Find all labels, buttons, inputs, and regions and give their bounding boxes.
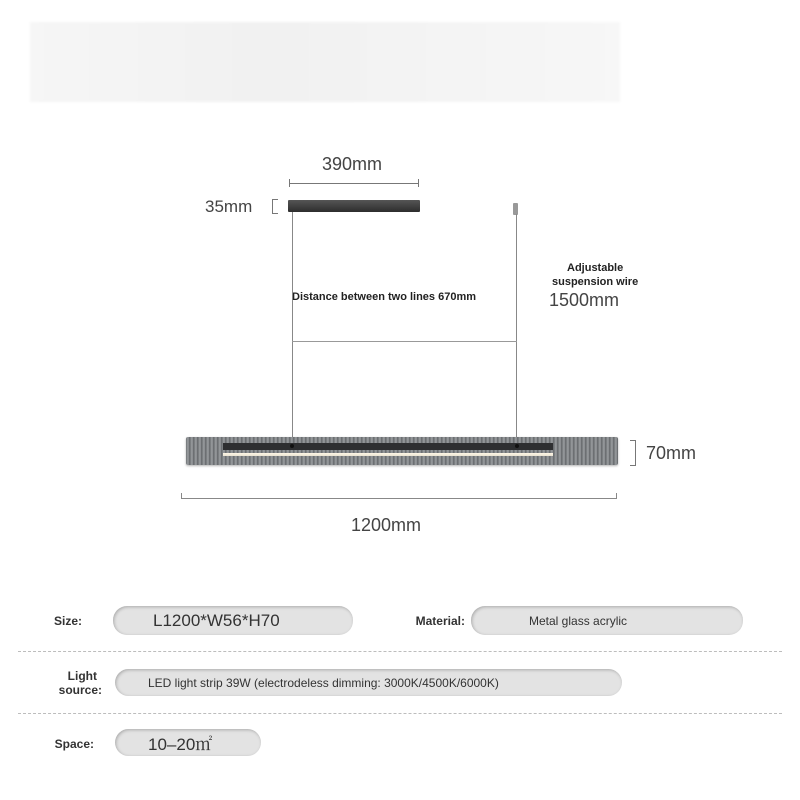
size-value: L1200*W56*H70 bbox=[153, 610, 280, 630]
size-value-pill bbox=[113, 606, 353, 635]
lamp-height-label: 70mm bbox=[646, 443, 697, 463]
space-value-pill bbox=[115, 729, 261, 756]
suspension-wire-left bbox=[292, 212, 293, 440]
top-width-tick-left bbox=[289, 179, 290, 187]
lamp-length-label: 1200mm bbox=[351, 515, 422, 535]
space-value: 10–20㎡ bbox=[148, 735, 213, 754]
material-label: Material: bbox=[415, 614, 465, 628]
wire-note-line1: Adjustable bbox=[567, 262, 624, 274]
lamp-length-line bbox=[181, 498, 617, 499]
lamp-height-bracket bbox=[630, 440, 636, 466]
distance-line bbox=[292, 341, 517, 342]
top-width-line bbox=[289, 183, 419, 184]
divider-2 bbox=[18, 713, 782, 714]
top-width-label: 390mm bbox=[322, 154, 383, 174]
suspension-wire-right bbox=[516, 214, 517, 440]
light-value-pill bbox=[115, 669, 622, 696]
light-label-line1: Light bbox=[67, 669, 97, 683]
light-value: LED light strip 39W (electrodeless dimming: 3000K/4500K/6000K) bbox=[148, 675, 499, 690]
wire-length-label: 1500mm bbox=[549, 290, 620, 310]
lamp-inner-channel bbox=[223, 443, 553, 450]
divider-1 bbox=[18, 651, 782, 652]
lamp-mount-right bbox=[515, 444, 519, 448]
size-label: Size: bbox=[53, 614, 82, 628]
lamp-length-tick-right bbox=[616, 493, 617, 499]
material-value-pill bbox=[471, 606, 743, 635]
lamp-led-strip bbox=[223, 453, 553, 456]
material-value: Metal glass acrylic bbox=[529, 613, 628, 628]
ceiling-canopy bbox=[288, 200, 420, 212]
space-label: Space: bbox=[54, 737, 94, 751]
lamp-length-tick-left bbox=[181, 493, 182, 499]
blurred-header-banner bbox=[30, 22, 620, 102]
lamp-mount-left bbox=[290, 444, 294, 448]
top-width-tick-right bbox=[418, 179, 419, 187]
wire-note-line2: suspension wire bbox=[552, 276, 639, 288]
light-label-line2: source: bbox=[58, 683, 102, 697]
distance-note: Distance between two lines 670mm bbox=[292, 291, 477, 303]
canopy-height-label: 35mm bbox=[205, 197, 253, 216]
lamp-body bbox=[186, 437, 618, 465]
canopy-height-bracket bbox=[272, 199, 278, 214]
